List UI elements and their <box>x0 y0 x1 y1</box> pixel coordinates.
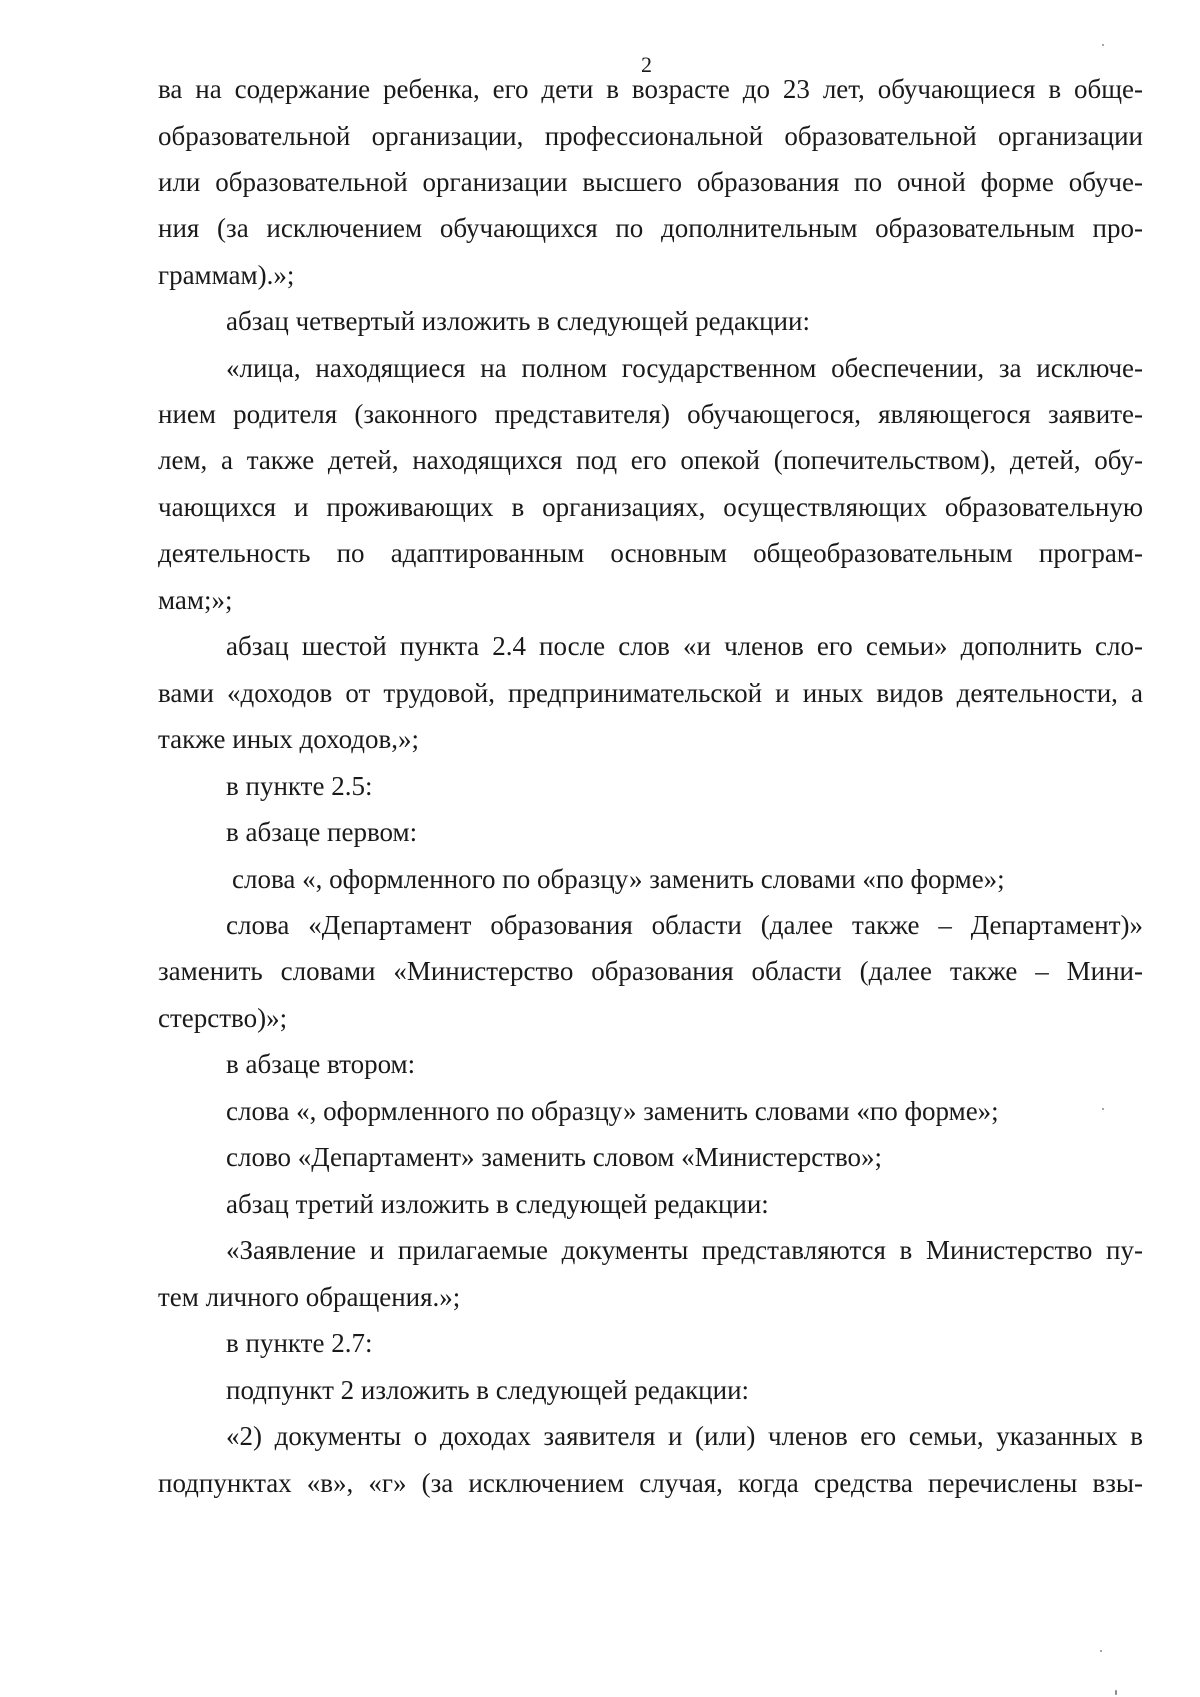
text-line: «Заявление и прилагаемые документы представляются в Министерство пу- <box>226 1235 1143 1265</box>
text-line: стерство)»; <box>158 1003 288 1033</box>
text-line: ния (за исключением обучающихся по дополнительным образовательным про- <box>158 213 1143 243</box>
text-line: нием родителя (законного представителя) обучающегося, являющегося заявите- <box>158 399 1143 429</box>
text-line: слово «Департамент» заменить словом «Министерство»; <box>226 1142 883 1172</box>
text-line: подпунктах «в», «г» (за исключением случая, когда средства перечислены взы- <box>158 1468 1143 1498</box>
scan-speck <box>1102 44 1104 46</box>
text-line: также иных доходов,»; <box>158 724 420 754</box>
text-line: в пункте 2.7: <box>226 1328 373 1358</box>
text-line: лем, а также детей, находящихся под его опекой (попечительством), детей, обу- <box>158 445 1143 475</box>
text-line: чающихся и проживающих в организациях, осуществляющих образовательную <box>158 492 1143 522</box>
text-line: в абзаце первом: <box>226 817 418 847</box>
text-line: подпункт 2 изложить в следующей редакции: <box>226 1375 750 1405</box>
text-line: абзац третий изложить в следующей редакции: <box>226 1189 769 1219</box>
text-line: заменить словами «Министерство образования области (далее также – Мини- <box>158 956 1143 986</box>
text-line: тем личного обращения.»; <box>158 1282 461 1312</box>
text-line: мам;»; <box>158 585 233 615</box>
text-line: слова «Департамент образования области (далее также – Департамент)» <box>226 910 1143 940</box>
scan-speck <box>1115 1690 1117 1695</box>
text-line: в пункте 2.5: <box>226 771 373 801</box>
text-line: в абзаце втором: <box>226 1049 416 1079</box>
text-line: граммам).»; <box>158 260 295 290</box>
text-line: слова «, оформленного по образцу» заменить словами «по форме»; <box>226 1096 999 1126</box>
text-line: абзац четвертый изложить в следующей редакции: <box>226 306 810 336</box>
text-line: «2) документы о доходах заявителя и (или) членов его семьи, указанных в <box>226 1421 1143 1451</box>
scan-speck <box>1100 1650 1102 1652</box>
text-line: «лица, находящиеся на полном государственном обеспечении, за исключе- <box>226 353 1143 383</box>
text-line: образовательной организации, профессиональной образовательной организации <box>158 121 1143 151</box>
text-line: ва на содержание ребенка, его дети в возрасте до 23 лет, обучающиеся в обще- <box>158 74 1143 104</box>
text-line: абзац шестой пункта 2.4 после слов «и членов его семьи» дополнить сло- <box>226 631 1143 661</box>
text-line: слова «, оформленного по образцу» заменить словами «по форме»; <box>232 864 1005 894</box>
scan-speck <box>1102 1108 1104 1110</box>
page-number: 2 <box>641 52 652 77</box>
text-line: вами «доходов от трудовой, предпринимательской и иных видов деятельности, а <box>158 678 1143 708</box>
text-line: деятельность по адаптированным основным общеобразовательным програм- <box>158 538 1143 568</box>
text-line: или образовательной организации высшего образования по очной форме обуче- <box>158 167 1143 197</box>
